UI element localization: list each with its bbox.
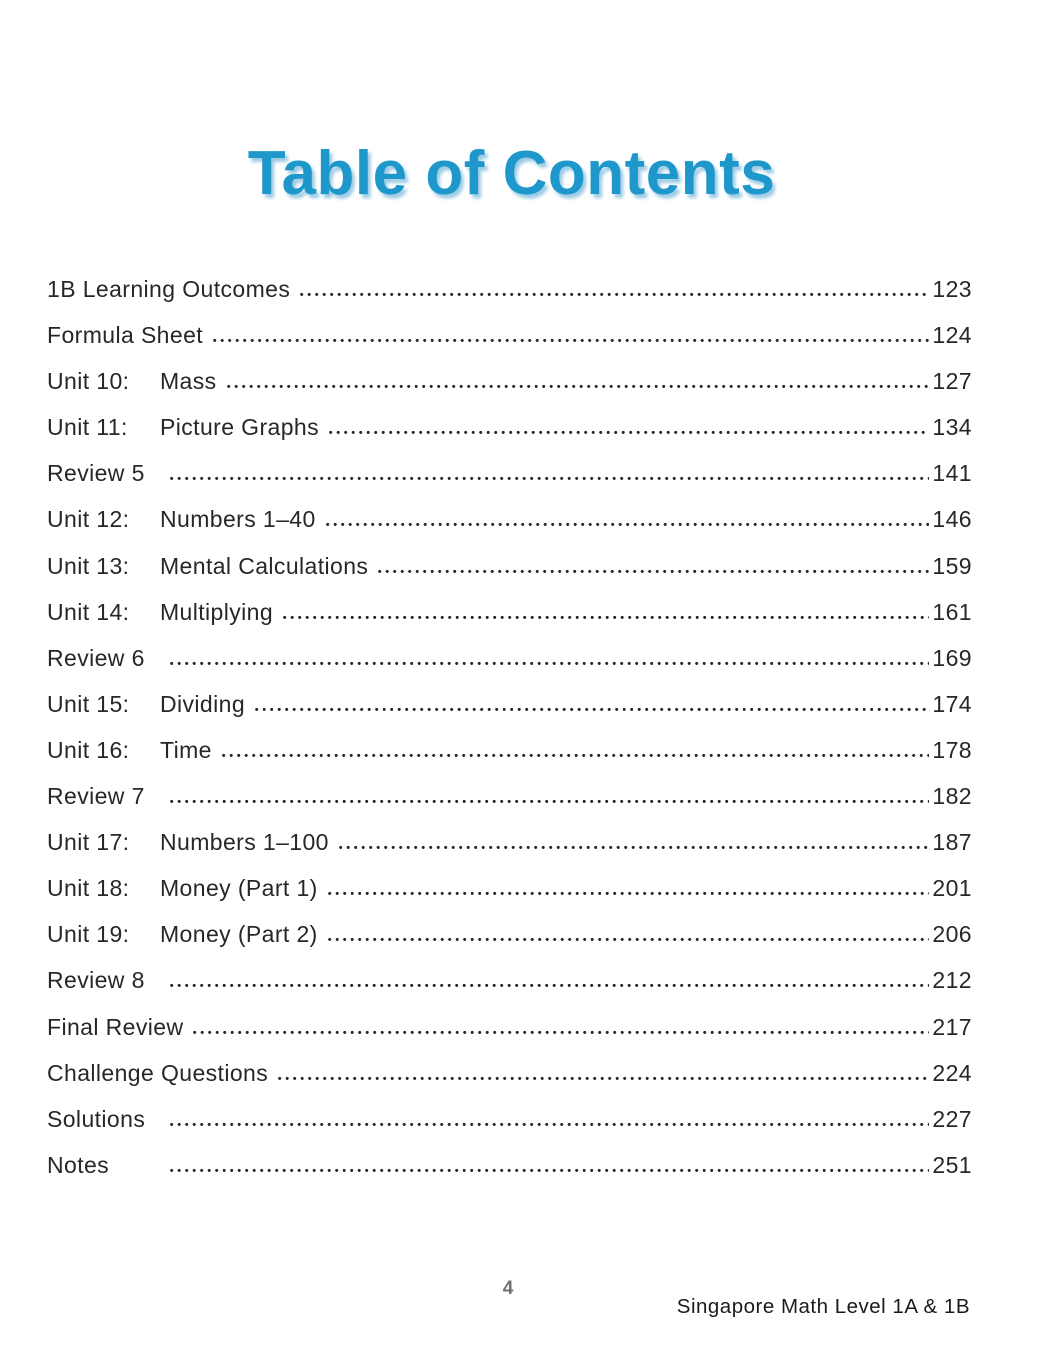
entry-label: Review 7	[47, 783, 145, 810]
entry-page-number: 178	[932, 736, 972, 763]
footer-page-number: 4	[502, 1278, 514, 1299]
dot-leader	[168, 661, 929, 666]
toc-row	[47, 276, 972, 322]
dot-leader	[337, 845, 930, 850]
entry-label: Review 6	[47, 644, 145, 671]
entry-title: Numbers 1–100	[160, 829, 329, 856]
toc-row	[47, 645, 972, 691]
dot-leader	[168, 983, 929, 988]
toc-row	[47, 1014, 972, 1060]
dot-leader	[376, 569, 929, 574]
entry-title: Mental Calculations	[160, 552, 369, 579]
page-title: Table of Contents	[247, 138, 776, 208]
entry-label: Review 5	[47, 460, 145, 487]
entry-page-number: 127	[932, 368, 972, 395]
dot-leader	[327, 430, 929, 435]
entry-label: Unit 10:	[47, 368, 130, 395]
entry-title: Money (Part 1)	[160, 875, 318, 902]
entry-label: Unit 12:	[47, 506, 130, 533]
entry-label: Unit 14:	[47, 598, 130, 625]
entry-label: Formula Sheet	[47, 322, 204, 349]
entry-title: Mass	[160, 368, 217, 395]
entry-label: Solutions	[47, 1105, 146, 1132]
dot-leader	[324, 522, 930, 527]
entry-title: Dividing	[160, 690, 246, 717]
dot-leader	[253, 707, 929, 712]
dot-leader	[211, 338, 929, 343]
toc-row	[47, 368, 972, 414]
entry-label: 1B Learning Outcomes	[47, 276, 291, 302]
entry-label: Unit 17:	[47, 829, 130, 856]
entry-page-number: 182	[932, 783, 972, 810]
toc-row	[47, 691, 972, 737]
entry-label: Unit 18:	[47, 875, 130, 902]
entry-label: Notes	[47, 1151, 110, 1178]
dot-leader	[326, 891, 930, 896]
dot-leader	[298, 292, 929, 297]
toc-row	[47, 599, 972, 645]
dot-leader	[168, 476, 929, 481]
entry-page-number: 134	[932, 414, 972, 441]
entry-label: Unit 11:	[47, 414, 128, 441]
entry-page-number: 212	[932, 967, 972, 994]
toc-row	[47, 553, 972, 599]
dot-leader	[225, 384, 930, 389]
entry-page-number: 217	[932, 1013, 972, 1040]
toc-row	[47, 1106, 972, 1152]
entry-page-number: 159	[932, 552, 972, 579]
dot-leader	[276, 1076, 929, 1081]
toc-row	[47, 322, 972, 368]
entry-title: Money (Part 2)	[160, 921, 318, 948]
toc-row	[47, 1152, 972, 1198]
dot-leader	[191, 1030, 929, 1035]
entry-label: Unit 15:	[47, 690, 130, 717]
entry-page-number: 227	[932, 1105, 972, 1132]
dot-leader	[220, 753, 930, 758]
entry-label: Unit 16:	[47, 736, 130, 763]
toc-row	[47, 506, 972, 552]
entry-title: Multiplying	[160, 598, 274, 625]
entry-page-number: 201	[932, 875, 972, 902]
dot-leader	[168, 1122, 929, 1127]
entry-title: Picture Graphs	[160, 414, 319, 441]
footer-book-title: Singapore Math Level 1A & 1B	[676, 1295, 970, 1318]
toc-row	[47, 967, 972, 1013]
entry-page-number: 251	[932, 1151, 972, 1178]
entry-page-number: 206	[932, 921, 972, 948]
entry-label: Review 8	[47, 967, 145, 994]
dot-leader	[168, 1168, 929, 1173]
entry-label: Unit 13:	[47, 552, 130, 579]
entry-label: Challenge Questions	[47, 1059, 269, 1086]
toc-row	[47, 460, 972, 506]
toc-row	[47, 783, 972, 829]
toc-row	[47, 829, 972, 875]
dot-leader	[281, 615, 929, 620]
entry-page-number: 169	[932, 644, 972, 671]
entry-label: Unit 19:	[47, 921, 130, 948]
entry-page-number: 146	[932, 506, 972, 533]
table-of-contents	[47, 276, 972, 1198]
entry-title: Numbers 1–40	[160, 506, 316, 533]
entry-page-number: 224	[932, 1059, 972, 1086]
entry-page-number: 124	[932, 322, 972, 349]
entry-page-number: 161	[932, 598, 972, 625]
entry-label: Final Review	[47, 1013, 184, 1040]
entry-page-number: 123	[932, 276, 972, 302]
entry-title: Time	[160, 736, 212, 763]
entry-page-number: 174	[932, 690, 972, 717]
entry-page-number: 187	[932, 829, 972, 856]
toc-row	[47, 921, 972, 967]
toc-row	[47, 1060, 972, 1106]
dot-leader	[168, 799, 929, 804]
toc-row	[47, 737, 972, 783]
toc-row	[47, 875, 972, 921]
dot-leader	[326, 937, 930, 942]
toc-row	[47, 414, 972, 460]
entry-page-number: 141	[932, 460, 972, 487]
